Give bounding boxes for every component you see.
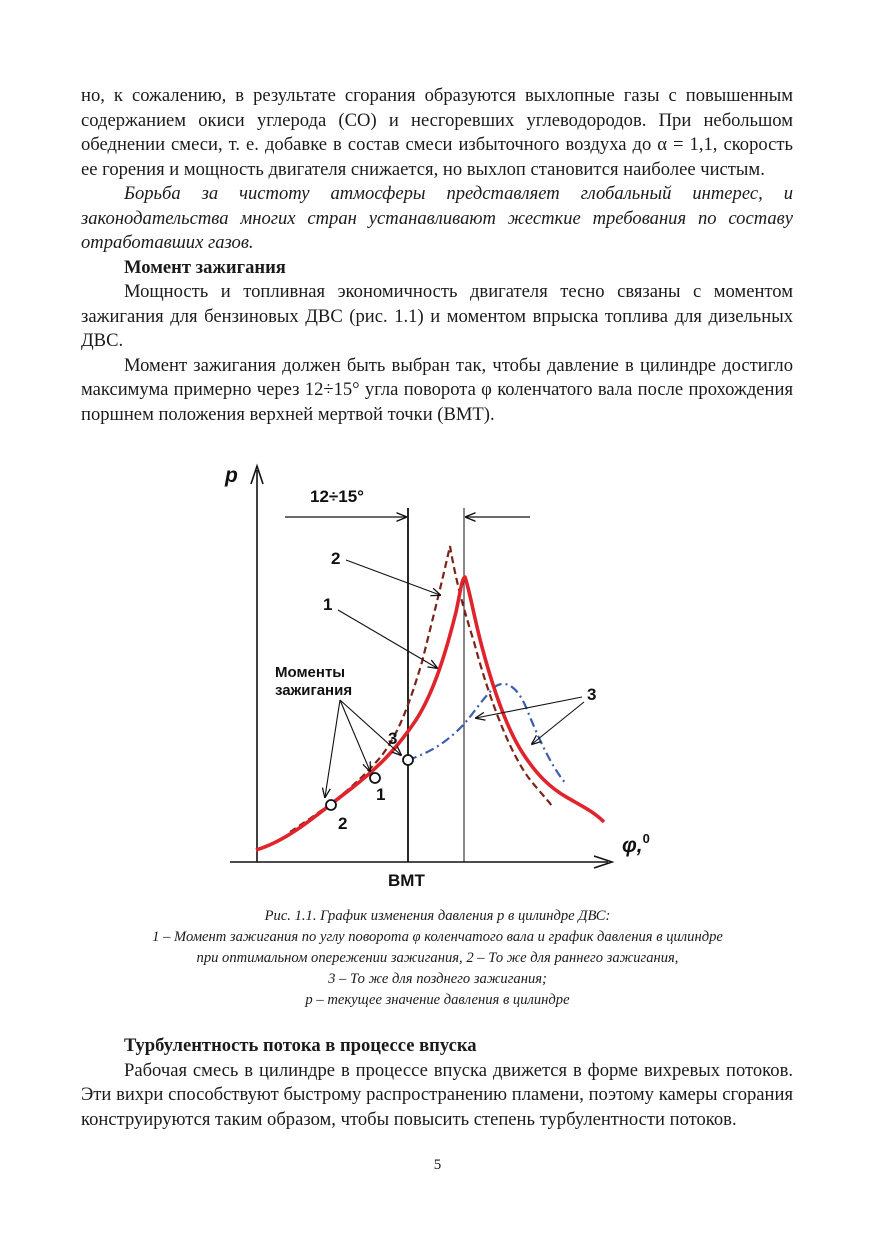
caption-line-5: p – текущее значение давления в цилиндре (305, 992, 570, 1008)
ignition-point-3 (403, 755, 413, 765)
figure-pressure-graph (0, 462, 875, 900)
angle-label: 12÷15° (310, 487, 364, 506)
y-axis-label: p (225, 464, 238, 487)
caption-line-2: 1 – Момент зажигания по углу поворота φ коленчатого вала и график давления в цилиндре (152, 929, 723, 945)
x-axis-label-text: φ, (622, 834, 643, 857)
curve-1-optimal (256, 577, 604, 850)
curve-3-late (408, 684, 566, 784)
page-number: 5 (433, 1157, 442, 1173)
curve-label-1-top: 1 (323, 595, 333, 614)
leader-1 (338, 610, 437, 668)
paragraph-2-italic: Борьба за чистоту атмосферы представляет глобальный интерес, и законодательства многих стран устанавливают жесткие требования по составу отработавших газов. (81, 183, 793, 253)
moments-label-line2: зажигания (275, 682, 353, 699)
leader-2 (346, 560, 440, 595)
paragraph-4: Момент зажигания должен быть выбран так, чтобы давление в цилиндре достигло максимума примерно через 12÷15° угла поворота φ коленчатого вала после прохождения поршнем положения верхней мертвой точки (ВМТ). (81, 354, 793, 425)
text-block-top (81, 84, 793, 427)
curve-label-3-right: 3 (587, 685, 597, 704)
leader-moment-2 (325, 700, 340, 797)
heading-turbulence: Турбулентность потока в процессе впуска (124, 1035, 477, 1056)
caption-line-4: 3 – То же для позднего зажигания; (328, 971, 547, 987)
figure-caption (40, 906, 835, 1011)
caption-line-3: при оптимальном опережении зажигания, 2 – То же для раннего зажигания, (196, 950, 679, 966)
moments-label-line1: Моменты (275, 664, 346, 681)
point-label-2: 2 (338, 814, 348, 833)
ignition-point-2 (326, 800, 336, 810)
leader-3b (532, 702, 584, 744)
paragraph-3: Мощность и топливная экономичность двигателя тесно связаны с моментом зажигания для бензиновых ДВС (рис. 1.1) и моментом впрыска топлива для дизельных ДВС. (81, 281, 793, 351)
curve-label-2-top: 2 (331, 549, 341, 568)
paragraph-1: но, к сожалению, в результате сгорания образуются выхлопные газы с повышенным содержанием окиси углерода (СО) и несгоревших углеводородов. При небольшом обеднении смеси, т. е. добавке в состав смеси избыточного воздуха до α = 1,1, скорость ее горения и мощность двигателя снижается, но выхлоп становится наиболее чистым. (81, 85, 793, 180)
ignition-point-1 (370, 773, 380, 783)
point-label-3: 3 (388, 729, 398, 748)
leader-moment-1 (340, 700, 370, 771)
x-axis-label-sup: 0 (642, 831, 650, 846)
heading-ignition-moment: Момент зажигания (124, 256, 286, 278)
text-block-bottom (81, 1034, 793, 1132)
caption-line-1: Рис. 1.1. График изменения давления p в цилиндре ДВС: (264, 908, 611, 924)
paragraph-5: Рабочая смесь в цилиндре в процессе впуска движется в форме вихревых потоков. Эти вихри способствуют быстрому распространению пламени, поэтому камеры сгорания конструируются таким образом, чтобы повысить степень турбулентности потоков. (81, 1059, 793, 1130)
x-axis-label (622, 831, 650, 857)
pressure-chart-svg (0, 462, 875, 900)
bmt-label: ВМТ (388, 871, 425, 890)
point-label-1: 1 (376, 785, 386, 804)
